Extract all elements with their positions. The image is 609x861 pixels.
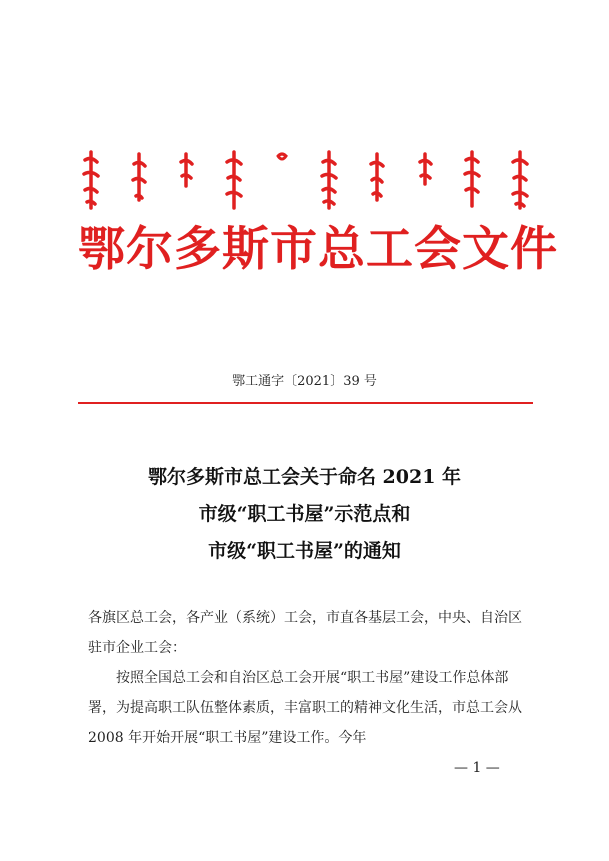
mongolian-word xyxy=(459,150,485,212)
notice-title-line-1: 鄂尔多斯市总工会关于命名 2021 年 xyxy=(147,466,462,488)
document-body xyxy=(88,603,533,753)
mongolian-word xyxy=(316,150,342,212)
document-number: 鄂工通字〔2021〕39 号 xyxy=(232,374,377,389)
page-number: — 1 — xyxy=(454,760,500,776)
notice-title-line-2: 市级“职工书屋”示范点和 xyxy=(198,503,411,525)
mongolian-word xyxy=(78,150,104,212)
mongolian-word xyxy=(221,150,247,212)
mongolian-word xyxy=(173,150,199,212)
body-paragraph: 按照全国总工会和自治区总工会开展“职工书屋”建设工作总体部署，为提高职工队伍整体素质，丰富职工的精神文化生活，市总工会从 2008 年开始开展“职工书屋”建设工作。今年 xyxy=(88,670,522,746)
mongolian-header-title xyxy=(78,150,533,212)
mongolian-word xyxy=(126,150,152,212)
red-divider-line xyxy=(78,402,533,404)
mongolian-word xyxy=(364,150,390,212)
notice-title-line-3: 市级“职工书屋”的通知 xyxy=(208,540,401,562)
notice-title xyxy=(0,459,609,570)
mongolian-word xyxy=(412,150,438,212)
salutation: 各旗区总工会，各产业（系统）工会，市直各基层工会，中央、自治区驻市企业工会： xyxy=(88,610,522,656)
document-header-title: 鄂尔多斯市总工会文件 xyxy=(78,222,558,277)
mongolian-word xyxy=(269,150,295,212)
mongolian-word xyxy=(507,150,533,212)
